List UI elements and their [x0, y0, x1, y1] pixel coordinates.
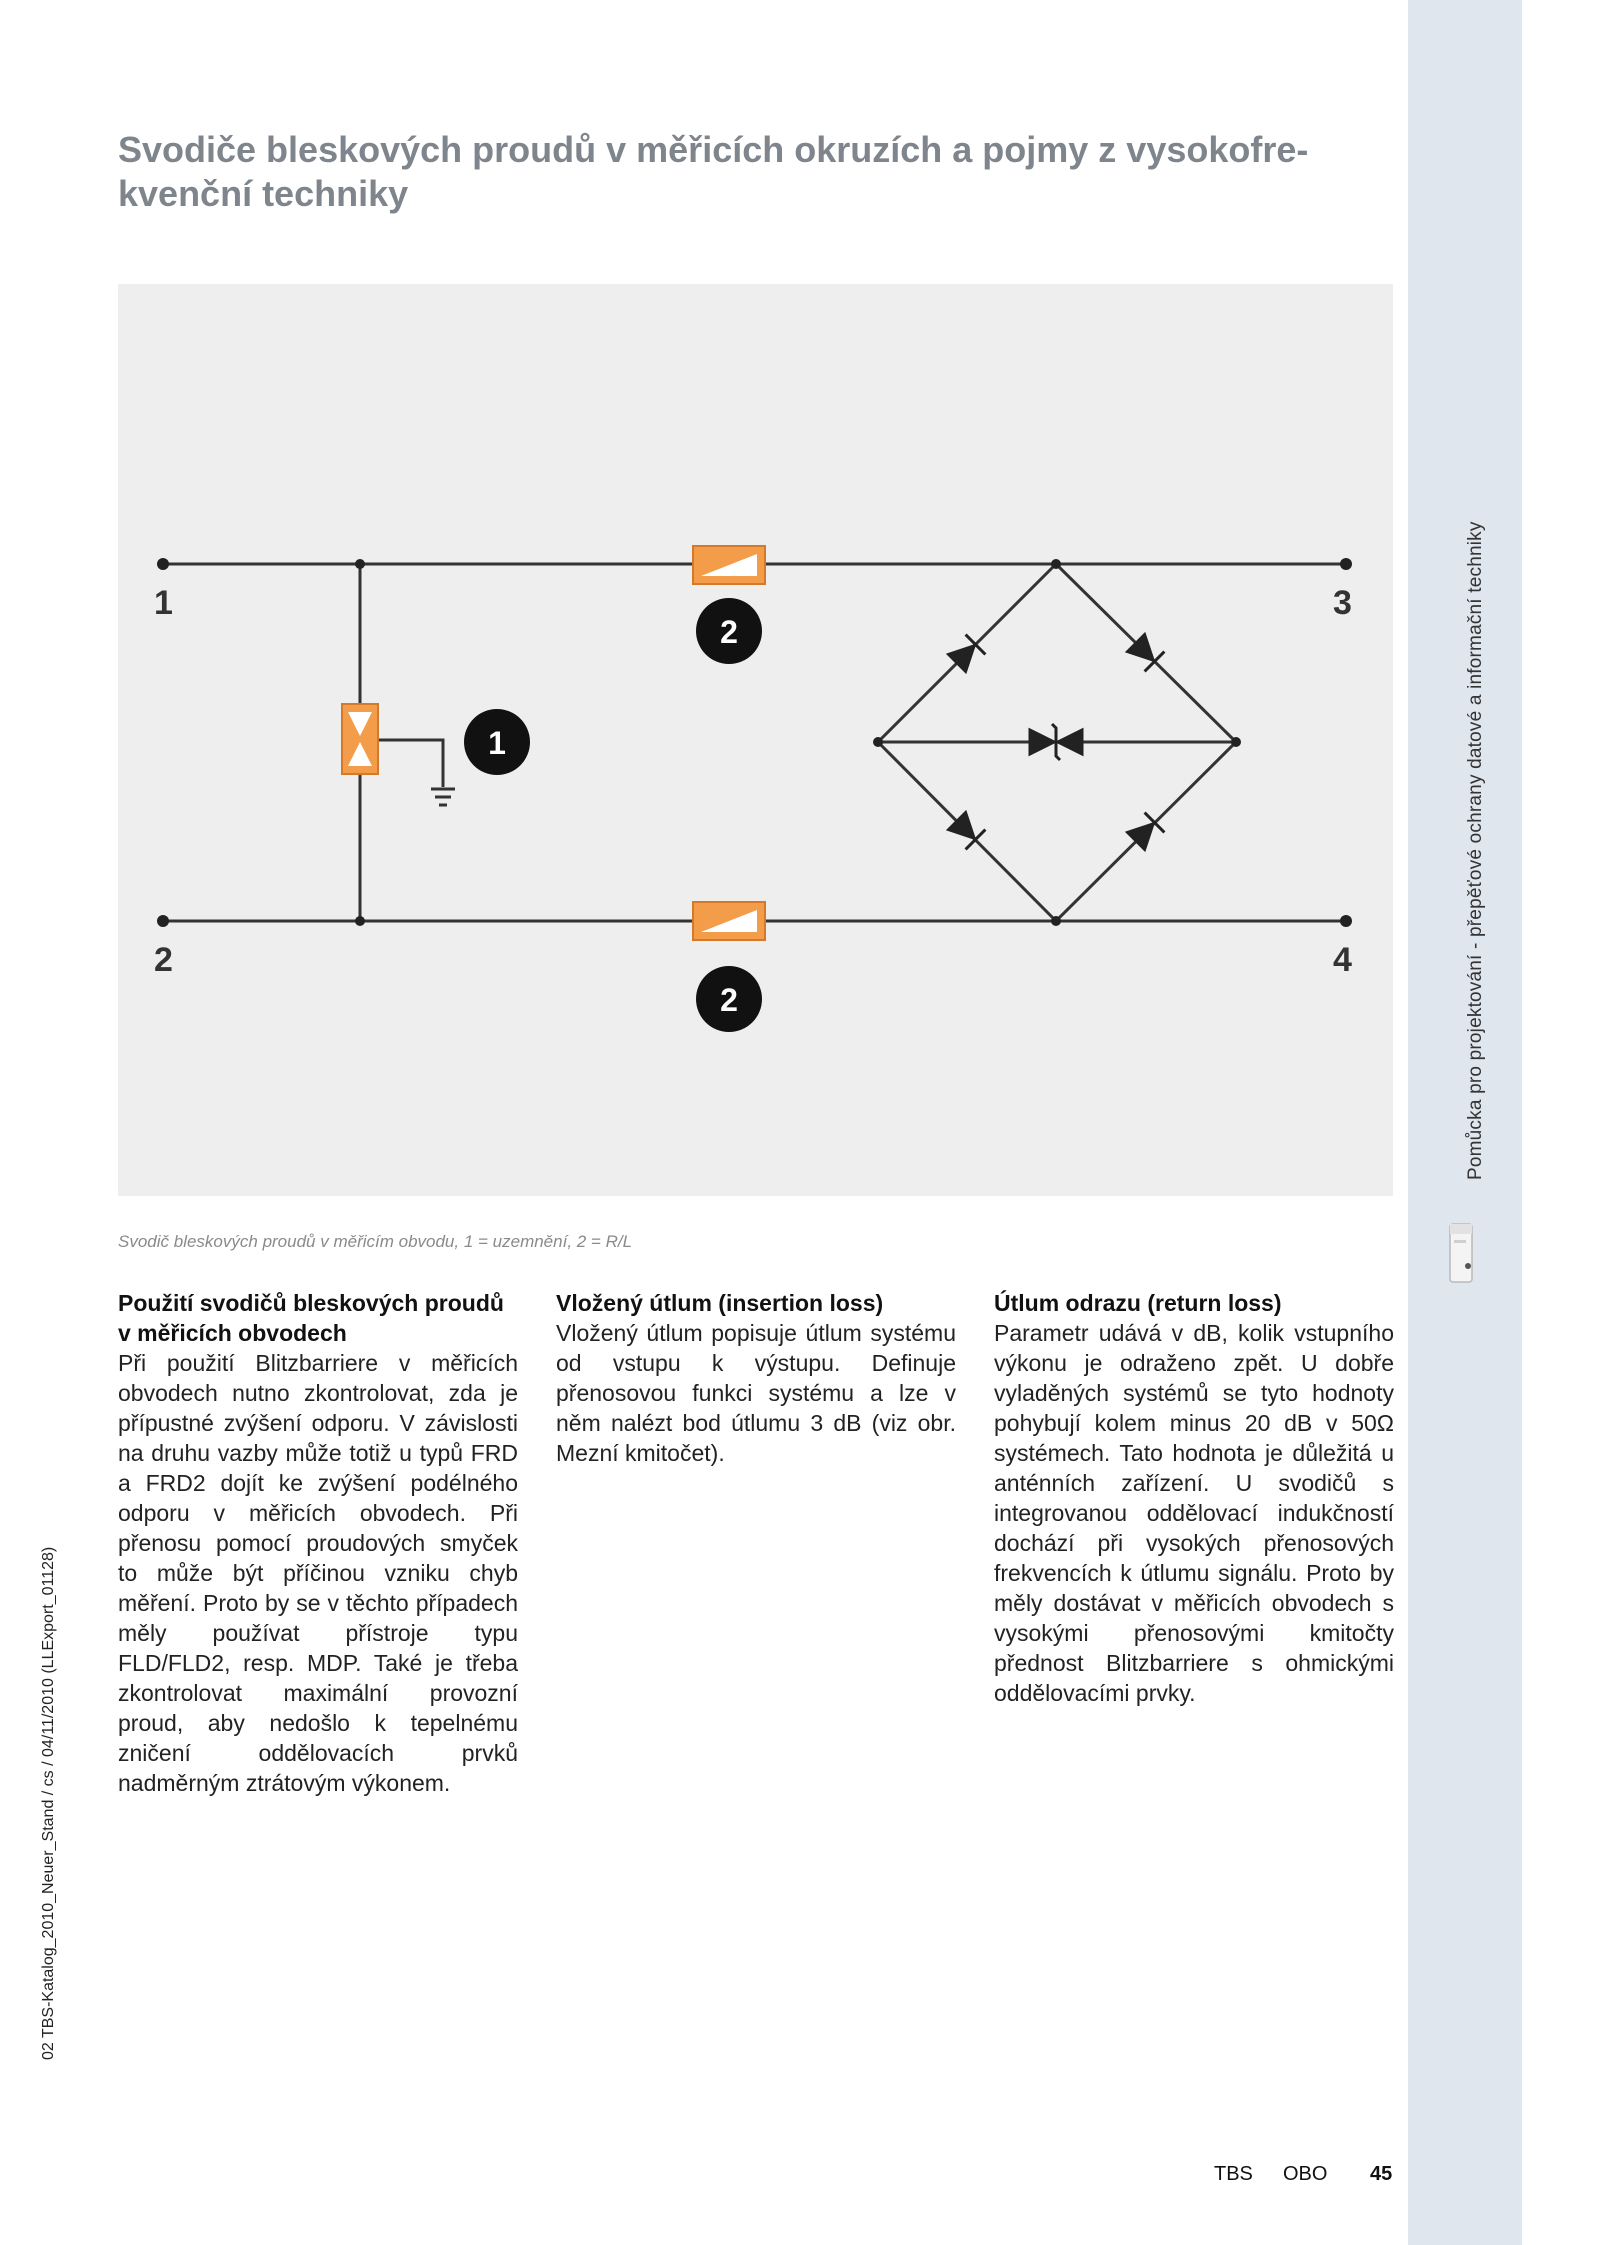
column-heading: Útlum odrazu (return loss) — [994, 1290, 1282, 1316]
terminal-dot-1 — [157, 558, 169, 570]
column-measurement-circuits — [118, 1288, 518, 1798]
terminal-label-2: 2 — [154, 941, 173, 979]
terminal-label-4: 4 — [1333, 941, 1352, 979]
junction-dot — [355, 559, 365, 569]
column-body: Při použití Blitzbarriere v měřicích obvodech nutno zkontrolovat, zda je přípustné zvýšení odporu. V závislosti na druhu vazby může totiž u typů FRD a FRD2 dojít ke zvýšení podélného odporu v měřicích obvodech. Při přenosu pomocí proudových smyček to může být příčinou vzniku chyb měření. Proto by se v těchto případech měly používat přístroje typu FLD/FLD2, resp. MDP. Také je třeba zkontrolovat maximální provozní proud, aby nedošlo k tepelnému zničení oddělovacích prvků nadměrným ztrátovým výkonem. — [118, 1350, 518, 1796]
footer-brand-obo: OBO — [1283, 2163, 1328, 2185]
junction-dot — [1231, 737, 1241, 747]
svg-text:1: 1 — [488, 725, 506, 761]
circuit-diagram — [118, 284, 1393, 1196]
sidebar-section-label: Pomůcka pro projektování - přepěťové ochrany datové a informační techniky — [1465, 521, 1486, 1180]
junction-dot — [873, 737, 883, 747]
left-margin-vertical-text — [0, 0, 60, 2245]
rl-element-top-icon — [693, 546, 765, 584]
gas-arrester-icon — [342, 704, 378, 774]
terminal-dot-3 — [1340, 558, 1352, 570]
column-body: Parametr udává v dB, kolik vstupního výkonu je odraženo zpět. U dobře vyladěných systémů se tyto hodnoty pohybují kolem minus 20 dB v 50Ω systémech. Tato hodnota je důležitá u anténních zařízení. U svodičů s integrovanou oddělovací indukčností dochází při vysokých přenosových frekvencích k útlumu signálu. Proto by měly dostávat v měřicích obvodech s vysokými přenosovými kmitočty přednost Blitzbarriere s ohmickými oddělovacími prvky. — [994, 1320, 1394, 1706]
column-heading: Použití svodičů bleskových proudů v měřicích obvodech — [118, 1290, 504, 1346]
figure-caption: Svodič bleskových proudů v měřicím obvodu, 1 = uzemnění, 2 = R/L — [118, 1232, 633, 1251]
print-job-label: 02 TBS-Katalog_2010_Neuer_Stand / cs / 04/11/2010 (LLExport_01128) — [40, 1546, 57, 2060]
badge-2-top — [696, 598, 762, 664]
sidebar-vertical-text — [1420, 0, 1510, 1180]
column-return-loss — [994, 1288, 1394, 1708]
terminal-label-1: 1 — [154, 584, 173, 622]
junction-dot — [355, 916, 365, 926]
badge-2-bottom — [696, 966, 762, 1032]
column-insertion-loss — [556, 1288, 956, 1468]
svg-text:2: 2 — [720, 614, 738, 650]
page-title: Svodiče bleskových proudů v měřicích okruzích a pojmy z vysokofre-kvenční techniky — [118, 129, 1309, 214]
terminal-label-3: 3 — [1333, 584, 1352, 622]
svg-text:2: 2 — [720, 982, 738, 1018]
terminal-dot-4 — [1340, 915, 1352, 927]
column-body: Vložený útlum popisuje útlum systému od vstupu k výstupu. Definuje přenosovou funkci systému a lze v něm nalézt bod útlumu 3 dB (viz obr. Mezní kmitočet). — [556, 1320, 956, 1466]
column-heading: Vložený útlum (insertion loss) — [556, 1290, 884, 1316]
device-thumbnail-icon — [1444, 1222, 1480, 1286]
ground-symbol — [431, 789, 455, 805]
footer-brand-tbs: TBS — [1214, 2163, 1253, 2185]
terminal-dot-2 — [157, 915, 169, 927]
tvs-diode-icon — [1030, 724, 1082, 760]
junction-dot — [1051, 559, 1061, 569]
badge-1 — [464, 709, 530, 775]
page-number: 45 — [1370, 2163, 1393, 2185]
junction-dot — [1051, 916, 1061, 926]
rl-element-bottom-icon — [693, 902, 765, 940]
